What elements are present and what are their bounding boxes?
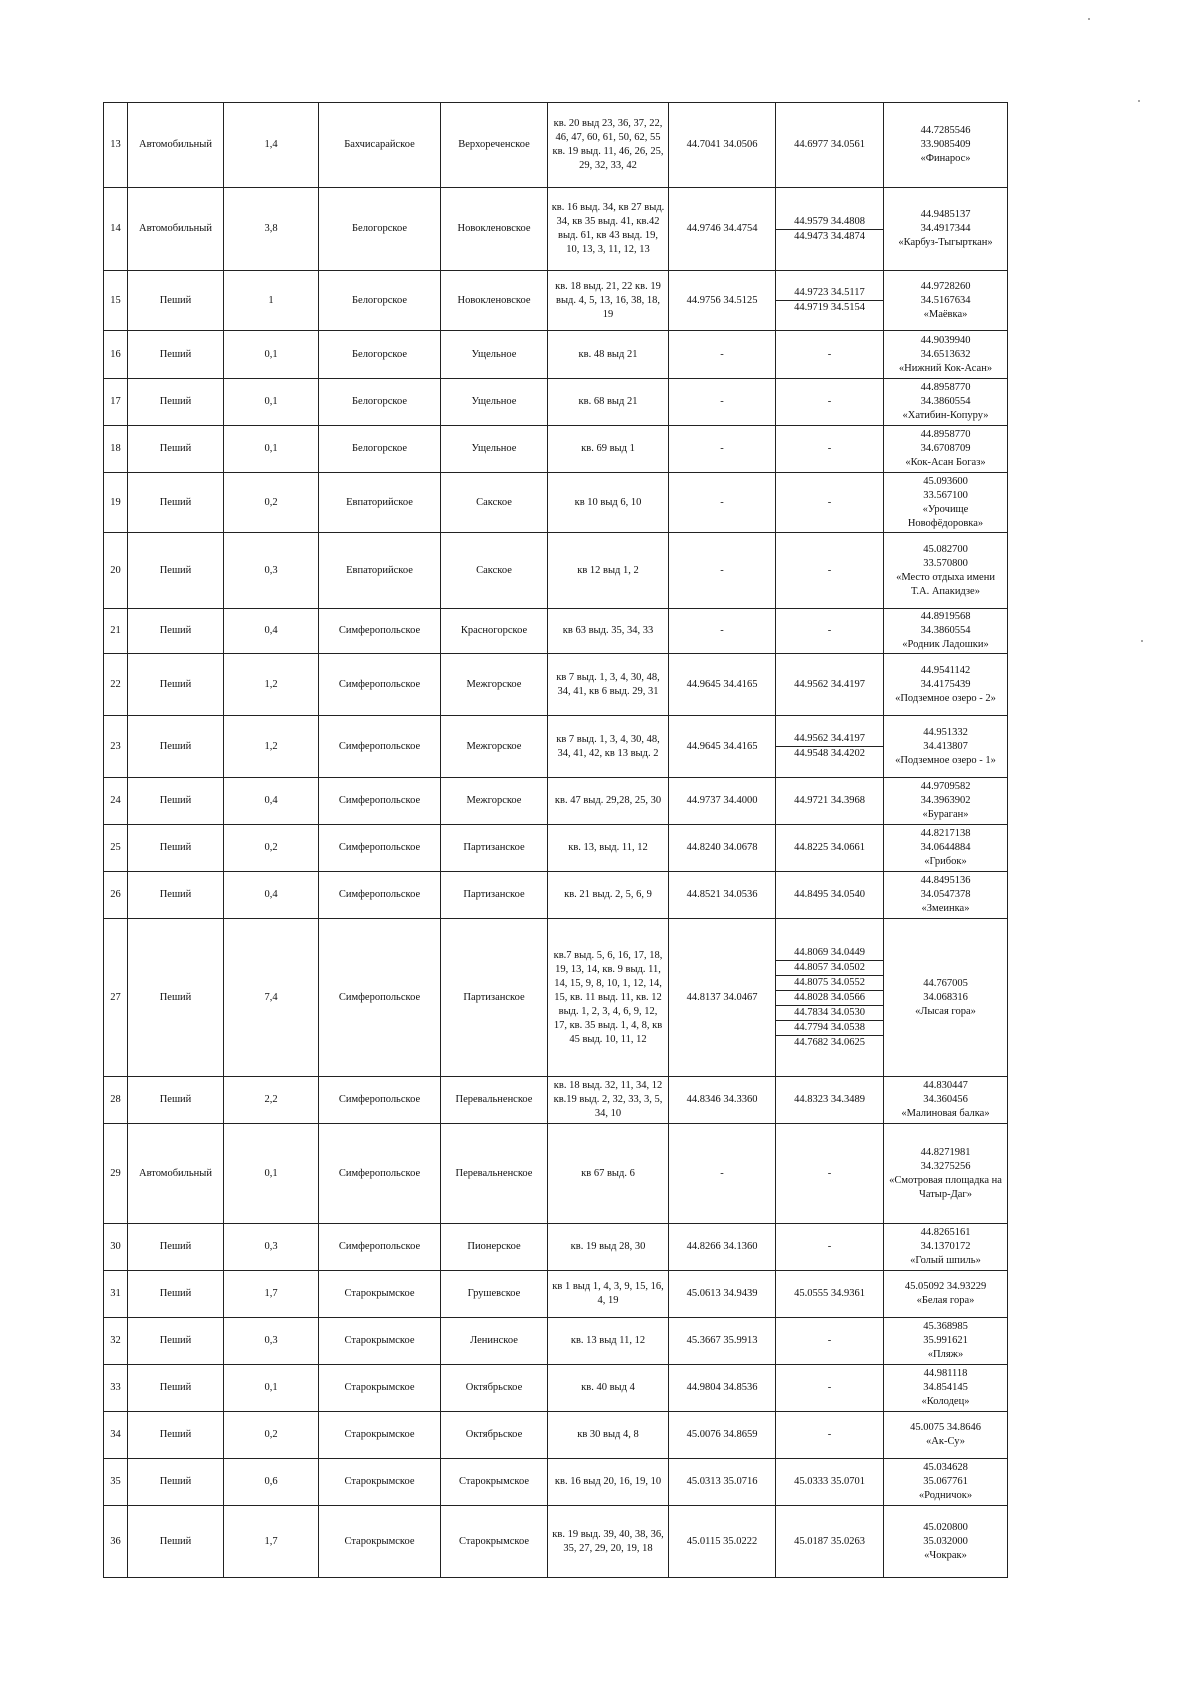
object-coordinates-name: 45.368985 35.991621 «Пляж» (884, 1318, 1008, 1365)
quarter-location: кв. 16 выд. 34, кв 27 выд. 34, кв 35 выд. 41, кв.42 выд. 61, кв 43 выд. 19, 10, 13, 3, 11, 12, 13 (548, 188, 669, 271)
quarter-location: кв 7 выд. 1, 3, 4, 30, 48, 34, 41, 42, кв 13 выд. 2 (548, 716, 669, 778)
forestry-district: Симферопольское (319, 778, 441, 825)
row-number: 18 (104, 426, 128, 473)
row-number: 16 (104, 331, 128, 379)
start-coordinate: 44.9804 34.8536 (669, 1365, 776, 1412)
forestry-district: Симферопольское (319, 919, 441, 1077)
table-row (104, 825, 1008, 872)
end-coordinate: 45.0333 35.0701 (776, 1459, 884, 1506)
route-type: Пеший (128, 331, 224, 379)
route-type: Пеший (128, 919, 224, 1077)
forestry-unit: Пионерское (441, 1224, 548, 1271)
table-row (104, 1459, 1008, 1506)
row-number: 34 (104, 1412, 128, 1459)
table-row (104, 271, 1008, 331)
object-coordinates-name: 44.9039940 34.6513632 «Нижний Кок-Асан» (884, 331, 1008, 379)
forestry-unit: Перевальненское (441, 1124, 548, 1224)
quarter-location: кв 10 выд 6, 10 (548, 473, 669, 533)
row-number: 13 (104, 103, 128, 188)
quarter-location: кв 12 выд 1, 2 (548, 533, 669, 609)
start-coordinate: - (669, 379, 776, 426)
table-row (104, 426, 1008, 473)
end-coordinate: - (776, 609, 884, 654)
quarter-location: кв. 47 выд. 29,28, 25, 30 (548, 778, 669, 825)
route-length: 0,1 (224, 1124, 319, 1224)
quarter-location: кв. 20 выд 23, 36, 37, 22, 46, 47, 60, 61, 50, 62, 55 кв. 19 выд. 11, 46, 26, 25, 29, 32, 33, 42 (548, 103, 669, 188)
route-type: Пеший (128, 379, 224, 426)
quarter-location: кв. 19 выд 28, 30 (548, 1224, 669, 1271)
forestry-district: Белогорское (319, 331, 441, 379)
route-length: 2,2 (224, 1077, 319, 1124)
scan-speck (1141, 640, 1143, 642)
forestry-unit: Старокрымское (441, 1506, 548, 1578)
quarter-location: кв 30 выд 4, 8 (548, 1412, 669, 1459)
forestry-unit: Старокрымское (441, 1459, 548, 1506)
forestry-district: Симферопольское (319, 1077, 441, 1124)
quarter-location: кв. 19 выд. 39, 40, 38, 36, 35, 27, 29, 20, 19, 18 (548, 1506, 669, 1578)
forestry-district: Старокрымское (319, 1365, 441, 1412)
object-coordinates-name: 45.093600 33.567100 «Урочище Новофёдоровка» (884, 473, 1008, 533)
row-number: 22 (104, 654, 128, 716)
route-length: 3,8 (224, 188, 319, 271)
forestry-unit: Верхореченское (441, 103, 548, 188)
start-coordinate: - (669, 473, 776, 533)
start-coordinate: 44.8521 34.0536 (669, 872, 776, 919)
start-coordinate: - (669, 1124, 776, 1224)
end-coordinate: - (776, 473, 884, 533)
route-type: Пеший (128, 654, 224, 716)
row-number: 26 (104, 872, 128, 919)
end-coordinate: 44.9579 34.4808 (794, 215, 865, 227)
forestry-unit: Межгорское (441, 778, 548, 825)
table-row (104, 716, 1008, 778)
forestry-district: Белогорское (319, 426, 441, 473)
start-coordinate: - (669, 426, 776, 473)
route-type: Пеший (128, 271, 224, 331)
route-length: 0,1 (224, 1365, 319, 1412)
end-coordinate: - (776, 426, 884, 473)
route-type: Пеший (128, 778, 224, 825)
end-coordinate: - (776, 331, 884, 379)
start-coordinate: 45.0076 34.8659 (669, 1412, 776, 1459)
table-row (104, 533, 1008, 609)
table-row (104, 778, 1008, 825)
end-coordinate: 44.9721 34.3968 (776, 778, 884, 825)
quarter-location: кв 67 выд. 6 (548, 1124, 669, 1224)
route-type: Пеший (128, 716, 224, 778)
object-coordinates-name: 44.8919568 34.3860554 «Родник Ладошки» (884, 609, 1008, 654)
object-coordinates-name: 44.8958770 34.6708709 «Кок-Асан Богаз» (884, 426, 1008, 473)
table-row (104, 1271, 1008, 1318)
end-coordinate: - (776, 1318, 884, 1365)
route-type: Пеший (128, 473, 224, 533)
object-coordinates-name: 44.8271981 34.3275256 «Смотровая площадка на Чатыр-Даг» (884, 1124, 1008, 1224)
forestry-district: Старокрымское (319, 1271, 441, 1318)
table-row (104, 1318, 1008, 1365)
forestry-district: Старокрымское (319, 1459, 441, 1506)
route-length: 0,4 (224, 872, 319, 919)
object-coordinates-name: 44.7285546 33.9085409 «Финарос» (884, 103, 1008, 188)
route-type: Пеший (128, 872, 224, 919)
table-row (104, 188, 1008, 271)
end-coordinate: - (776, 379, 884, 426)
route-type: Пеший (128, 426, 224, 473)
object-coordinates-name: 44.981118 34.854145 «Колодец» (884, 1365, 1008, 1412)
forestry-unit: Новокленовское (441, 271, 548, 331)
table-row (104, 1412, 1008, 1459)
route-type: Пеший (128, 1318, 224, 1365)
forestry-unit: Перевальненское (441, 1077, 548, 1124)
end-coordinates-cell (776, 188, 884, 271)
forestry-district: Евпаторийское (319, 473, 441, 533)
end-coordinate: - (776, 1224, 884, 1271)
forestry-district: Старокрымское (319, 1318, 441, 1365)
quarter-location: кв 63 выд. 35, 34, 33 (548, 609, 669, 654)
start-coordinate: - (669, 609, 776, 654)
quarter-location: кв. 13, выд. 11, 12 (548, 825, 669, 872)
end-coordinate: - (776, 1124, 884, 1224)
forestry-district: Симферопольское (319, 1124, 441, 1224)
row-number: 32 (104, 1318, 128, 1365)
route-length: 0,6 (224, 1459, 319, 1506)
row-number: 36 (104, 1506, 128, 1578)
object-coordinates-name: 44.8495136 34.0547378 «Змеинка» (884, 872, 1008, 919)
object-coordinates-name: 45.0075 34.8646 «Ак-Су» (884, 1412, 1008, 1459)
start-coordinate: 45.0613 34.9439 (669, 1271, 776, 1318)
table-row (104, 331, 1008, 379)
quarter-location: кв. 18 выд. 32, 11, 34, 12 кв.19 выд. 2, 32, 33, 3, 5, 34, 10 (548, 1077, 669, 1124)
end-coordinate: 44.9548 34.4202 (776, 746, 883, 761)
object-coordinates-name: 44.9485137 34.4917344 «Карбуз-Тыгырткан» (884, 188, 1008, 271)
route-length: 0,2 (224, 473, 319, 533)
route-type: Пеший (128, 1459, 224, 1506)
forestry-unit: Грушевское (441, 1271, 548, 1318)
end-coordinate: 44.8075 34.0552 (776, 975, 883, 990)
forestry-unit: Межгорское (441, 716, 548, 778)
object-coordinates-name: 44.767005 34.068316 «Лысая гора» (884, 919, 1008, 1077)
start-coordinate: 44.8266 34.1360 (669, 1224, 776, 1271)
forestry-unit: Октябрьское (441, 1365, 548, 1412)
quarter-location: кв 7 выд. 1, 3, 4, 30, 48, 34, 41, кв 6 выд. 29, 31 (548, 654, 669, 716)
row-number: 20 (104, 533, 128, 609)
row-number: 29 (104, 1124, 128, 1224)
route-length: 0,3 (224, 1224, 319, 1271)
route-length: 0,1 (224, 426, 319, 473)
object-coordinates-name: 45.082700 33.570800 «Место отдыха имени Т.А. Апакидзе» (884, 533, 1008, 609)
forestry-district: Белогорское (319, 188, 441, 271)
object-coordinates-name: 44.830447 34.360456 «Малиновая балка» (884, 1077, 1008, 1124)
end-coordinate: 44.7682 34.0625 (776, 1035, 883, 1050)
end-coordinate: 44.9562 34.4197 (776, 654, 884, 716)
route-type: Пеший (128, 1412, 224, 1459)
start-coordinate: 44.9645 34.4165 (669, 654, 776, 716)
forestry-district: Белогорское (319, 379, 441, 426)
route-length: 0,3 (224, 533, 319, 609)
end-coordinate: - (776, 1412, 884, 1459)
table-row (104, 1224, 1008, 1271)
forestry-unit: Сакское (441, 473, 548, 533)
route-length: 1,2 (224, 654, 319, 716)
route-length: 0,2 (224, 825, 319, 872)
end-coordinates-cell (776, 271, 884, 331)
table-row (104, 609, 1008, 654)
route-type: Автомобильный (128, 1124, 224, 1224)
start-coordinate: 45.0115 35.0222 (669, 1506, 776, 1578)
route-length: 1,7 (224, 1271, 319, 1318)
table-row (104, 919, 1008, 1077)
route-length: 0,1 (224, 331, 319, 379)
quarter-location: кв. 48 выд 21 (548, 331, 669, 379)
start-coordinate: 44.9756 34.5125 (669, 271, 776, 331)
start-coordinate: 44.9746 34.4754 (669, 188, 776, 271)
object-coordinates-name: 45.020800 35.032000 «Чокрак» (884, 1506, 1008, 1578)
table-row (104, 654, 1008, 716)
object-coordinates-name: 45.034628 35.067761 «Родничок» (884, 1459, 1008, 1506)
quarter-location: кв 1 выд 1, 4, 3, 9, 15, 16, 4, 19 (548, 1271, 669, 1318)
route-length: 1,7 (224, 1506, 319, 1578)
quarter-location: кв. 16 выд 20, 16, 19, 10 (548, 1459, 669, 1506)
route-type: Автомобильный (128, 103, 224, 188)
route-type: Автомобильный (128, 188, 224, 271)
end-coordinate: 44.7834 34.0530 (776, 1005, 883, 1020)
start-coordinate: 44.8137 34.0467 (669, 919, 776, 1077)
route-length: 0,3 (224, 1318, 319, 1365)
scan-speck (1088, 18, 1090, 20)
route-type: Пеший (128, 1506, 224, 1578)
quarter-location: кв. 68 выд 21 (548, 379, 669, 426)
row-number: 25 (104, 825, 128, 872)
object-coordinates-name: 44.9541142 34.4175439 «Подземное озеро - 2» (884, 654, 1008, 716)
end-coordinate: 44.8057 34.0502 (776, 960, 883, 975)
forestry-unit: Ущельное (441, 426, 548, 473)
start-coordinate: 44.8346 34.3360 (669, 1077, 776, 1124)
table-row (104, 872, 1008, 919)
end-coordinate: 45.0187 35.0263 (776, 1506, 884, 1578)
object-coordinates-name: 44.9728260 34.5167634 «Маёвка» (884, 271, 1008, 331)
end-coordinate: 44.8495 34.0540 (776, 872, 884, 919)
forestry-district: Симферопольское (319, 872, 441, 919)
end-coordinate: - (776, 533, 884, 609)
end-coordinate: 44.9723 34.5117 (794, 287, 865, 298)
forestry-district: Симферопольское (319, 609, 441, 654)
route-type: Пеший (128, 609, 224, 654)
route-length: 0,1 (224, 379, 319, 426)
end-coordinate: 44.8323 34.3489 (776, 1077, 884, 1124)
forestry-district: Бахчисарайское (319, 103, 441, 188)
forestry-unit: Ущельное (441, 379, 548, 426)
trails-table (103, 102, 1008, 1578)
forestry-unit: Партизанское (441, 919, 548, 1077)
start-coordinate: 44.9737 34.4000 (669, 778, 776, 825)
route-type: Пеший (128, 1365, 224, 1412)
row-number: 30 (104, 1224, 128, 1271)
quarter-location: кв.7 выд. 5, 6, 16, 17, 18, 19, 13, 14, кв. 9 выд. 11, 14, 15, 9, 8, 10, 1, 12, 14, 15, кв. 11 выд. 11, кв. 12 выд. 1, 2, 3, 4, 6, 9, 12, 17, кв. 35 выд. 1, 4, 8, кв 45 выд. 10, 11, 12 (548, 919, 669, 1077)
object-coordinates-name: 44.9709582 34.3963902 «Бураган» (884, 778, 1008, 825)
object-coordinates-name: 44.951332 34.413807 «Подземное озеро - 1» (884, 716, 1008, 778)
start-coordinate: 44.8240 34.0678 (669, 825, 776, 872)
end-coordinate: 44.6977 34.0561 (776, 103, 884, 188)
end-coordinate: 44.9473 34.4874 (776, 229, 883, 244)
forestry-district: Симферопольское (319, 654, 441, 716)
table-row (104, 1365, 1008, 1412)
end-coordinate: 44.8225 34.0661 (776, 825, 884, 872)
row-number: 24 (104, 778, 128, 825)
route-type: Пеший (128, 1271, 224, 1318)
table-row (104, 1506, 1008, 1578)
row-number: 35 (104, 1459, 128, 1506)
start-coordinate: 44.9645 34.4165 (669, 716, 776, 778)
forestry-district: Старокрымское (319, 1506, 441, 1578)
quarter-location: кв. 21 выд. 2, 5, 6, 9 (548, 872, 669, 919)
forestry-unit: Октябрьское (441, 1412, 548, 1459)
object-coordinates-name: 45.05092 34.93229 «Белая гора» (884, 1271, 1008, 1318)
row-number: 15 (104, 271, 128, 331)
route-length: 0,4 (224, 778, 319, 825)
forestry-unit: Ленинское (441, 1318, 548, 1365)
table-row (104, 1124, 1008, 1224)
scan-speck (1138, 100, 1140, 102)
route-length: 1,2 (224, 716, 319, 778)
object-coordinates-name: 44.8217138 34.0644884 «Грибок» (884, 825, 1008, 872)
forestry-unit: Межгорское (441, 654, 548, 716)
route-type: Пеший (128, 825, 224, 872)
end-coordinates-cell (776, 919, 884, 1077)
forestry-unit: Партизанское (441, 872, 548, 919)
end-coordinates-cell (776, 716, 884, 778)
start-coordinate: - (669, 331, 776, 379)
row-number: 31 (104, 1271, 128, 1318)
start-coordinate: - (669, 533, 776, 609)
object-coordinates-name: 44.8958770 34.3860554 «Хатибин-Копуру» (884, 379, 1008, 426)
row-number: 28 (104, 1077, 128, 1124)
forestry-district: Симферопольское (319, 1224, 441, 1271)
route-length: 0,4 (224, 609, 319, 654)
quarter-location: кв. 18 выд. 21, 22 кв. 19 выд. 4, 5, 13, 16, 38, 18, 19 (548, 271, 669, 331)
route-type: Пеший (128, 1224, 224, 1271)
start-coordinate: 44.7041 34.0506 (669, 103, 776, 188)
forestry-unit: Новокленовское (441, 188, 548, 271)
forestry-unit: Сакское (441, 533, 548, 609)
forestry-district: Белогорское (319, 271, 441, 331)
route-length: 7,4 (224, 919, 319, 1077)
object-coordinates-name: 44.8265161 34.1370172 «Голый шпиль» (884, 1224, 1008, 1271)
quarter-location: кв. 69 выд 1 (548, 426, 669, 473)
row-number: 33 (104, 1365, 128, 1412)
start-coordinate: 45.0313 35.0716 (669, 1459, 776, 1506)
table-row (104, 103, 1008, 188)
end-coordinate: 44.7794 34.0538 (776, 1020, 883, 1035)
row-number: 21 (104, 609, 128, 654)
start-coordinate: 45.3667 35.9913 (669, 1318, 776, 1365)
forestry-district: Симферопольское (319, 825, 441, 872)
route-length: 1,4 (224, 103, 319, 188)
quarter-location: кв. 13 выд 11, 12 (548, 1318, 669, 1365)
table-row (104, 1077, 1008, 1124)
forestry-district: Евпаторийское (319, 533, 441, 609)
row-number: 23 (104, 716, 128, 778)
table-row (104, 473, 1008, 533)
forestry-district: Симферопольское (319, 716, 441, 778)
route-type: Пеший (128, 1077, 224, 1124)
forestry-unit: Красногорское (441, 609, 548, 654)
forestry-district: Старокрымское (319, 1412, 441, 1459)
route-length: 0,2 (224, 1412, 319, 1459)
route-type: Пеший (128, 533, 224, 609)
end-coordinate: 44.8069 34.0449 (794, 946, 865, 958)
end-coordinate: - (776, 1365, 884, 1412)
end-coordinate: 44.9719 34.5154 (776, 300, 883, 315)
row-number: 14 (104, 188, 128, 271)
row-number: 19 (104, 473, 128, 533)
forestry-unit: Партизанское (441, 825, 548, 872)
end-coordinate: 45.0555 34.9361 (776, 1271, 884, 1318)
row-number: 17 (104, 379, 128, 426)
route-length: 1 (224, 271, 319, 331)
end-coordinate: 44.9562 34.4197 (794, 733, 865, 744)
table-row (104, 379, 1008, 426)
row-number: 27 (104, 919, 128, 1077)
forestry-unit: Ущельное (441, 331, 548, 379)
quarter-location: кв. 40 выд 4 (548, 1365, 669, 1412)
end-coordinate: 44.8028 34.0566 (776, 990, 883, 1005)
